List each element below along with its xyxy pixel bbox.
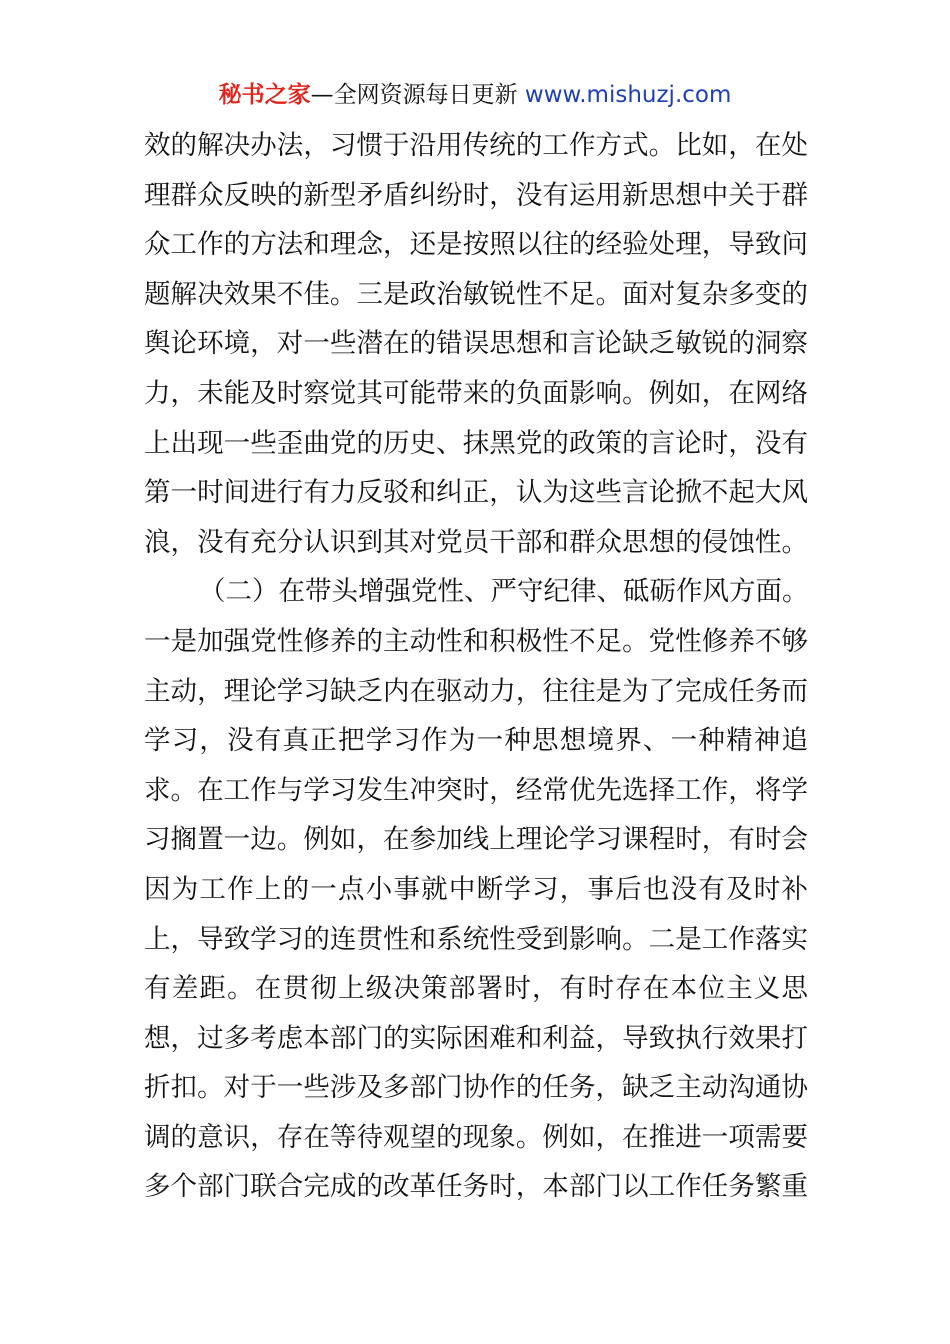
text-line: 主动，理论学习缺乏内在驱动力，往往是为了完成任务而 (144, 675, 808, 707)
site-brand: 秘书之家 (218, 82, 311, 108)
text-line: 效的解决办法，习惯于沿用传统的工作方式。比如，在处 (144, 130, 808, 161)
text-line: 学习，没有真正把学习作为一种思想境界、一种精神追 (144, 725, 808, 757)
text-line: 折扣。对于一些涉及多部门协作的任务，缺乏主动沟通协 (144, 1072, 808, 1104)
site-header (0, 78, 950, 112)
text-line: 因为工作上的一点小事就中断学习，事后也没有及时补 (144, 873, 808, 905)
site-tagline: —全网资源每日更新 (310, 82, 518, 108)
site-url-link[interactable]: www.mishuzj.com (524, 82, 732, 108)
text-line: 上，导致学习的连贯性和系统性受到影响。二是工作落实 (144, 923, 808, 955)
section-heading: （二）在带头增强党性、严守纪律、砥砺作风方面。 (199, 576, 809, 608)
text-line: 题解决效果不佳。三是政治敏锐性不足。面对复杂多变的 (144, 278, 808, 310)
text-line: 上出现一些歪曲党的历史、抹黑党的政策的言论时，没有 (144, 427, 808, 459)
text-line: 第一时间进行有力反驳和纠正，认为这些言论掀不起大风 (144, 477, 808, 509)
text-line: 求。在工作与学习发生冲突时，经常优先选择工作，将学 (144, 774, 808, 806)
text-line: 多个部门联合完成的改革任务时，本部门以工作任务繁重 (144, 1171, 808, 1203)
document-body (144, 121, 808, 1212)
text-line: 理群众反映的新型矛盾纠纷时，没有运用新思想中关于群 (144, 179, 808, 211)
text-line: 众工作的方法和理念，还是按照以往的经验处理，导致问 (144, 229, 808, 261)
text-line: 习搁置一边。例如，在参加线上理论学习课程时，有时会 (144, 824, 808, 856)
text-line: 力，未能及时察觉其可能带来的负面影响。例如，在网络 (144, 377, 808, 409)
text-line: 想，过多考虑本部门的实际困难和利益，导致执行效果打 (144, 1022, 808, 1054)
text-line: 舆论环境，对一些潜在的错误思想和言论缺乏敏锐的洞察 (144, 328, 808, 360)
text-line: 有差距。在贯彻上级决策部署时，有时存在本位主义思 (144, 973, 808, 1005)
text-line: 一是加强党性修养的主动性和积极性不足。党性修养不够 (144, 625, 808, 657)
text-line: 调的意识，存在等待观望的现象。例如，在推进一项需要 (144, 1121, 808, 1153)
text-line: 浪，没有充分认识到其对党员干部和群众思想的侵蚀性。 (144, 526, 808, 558)
